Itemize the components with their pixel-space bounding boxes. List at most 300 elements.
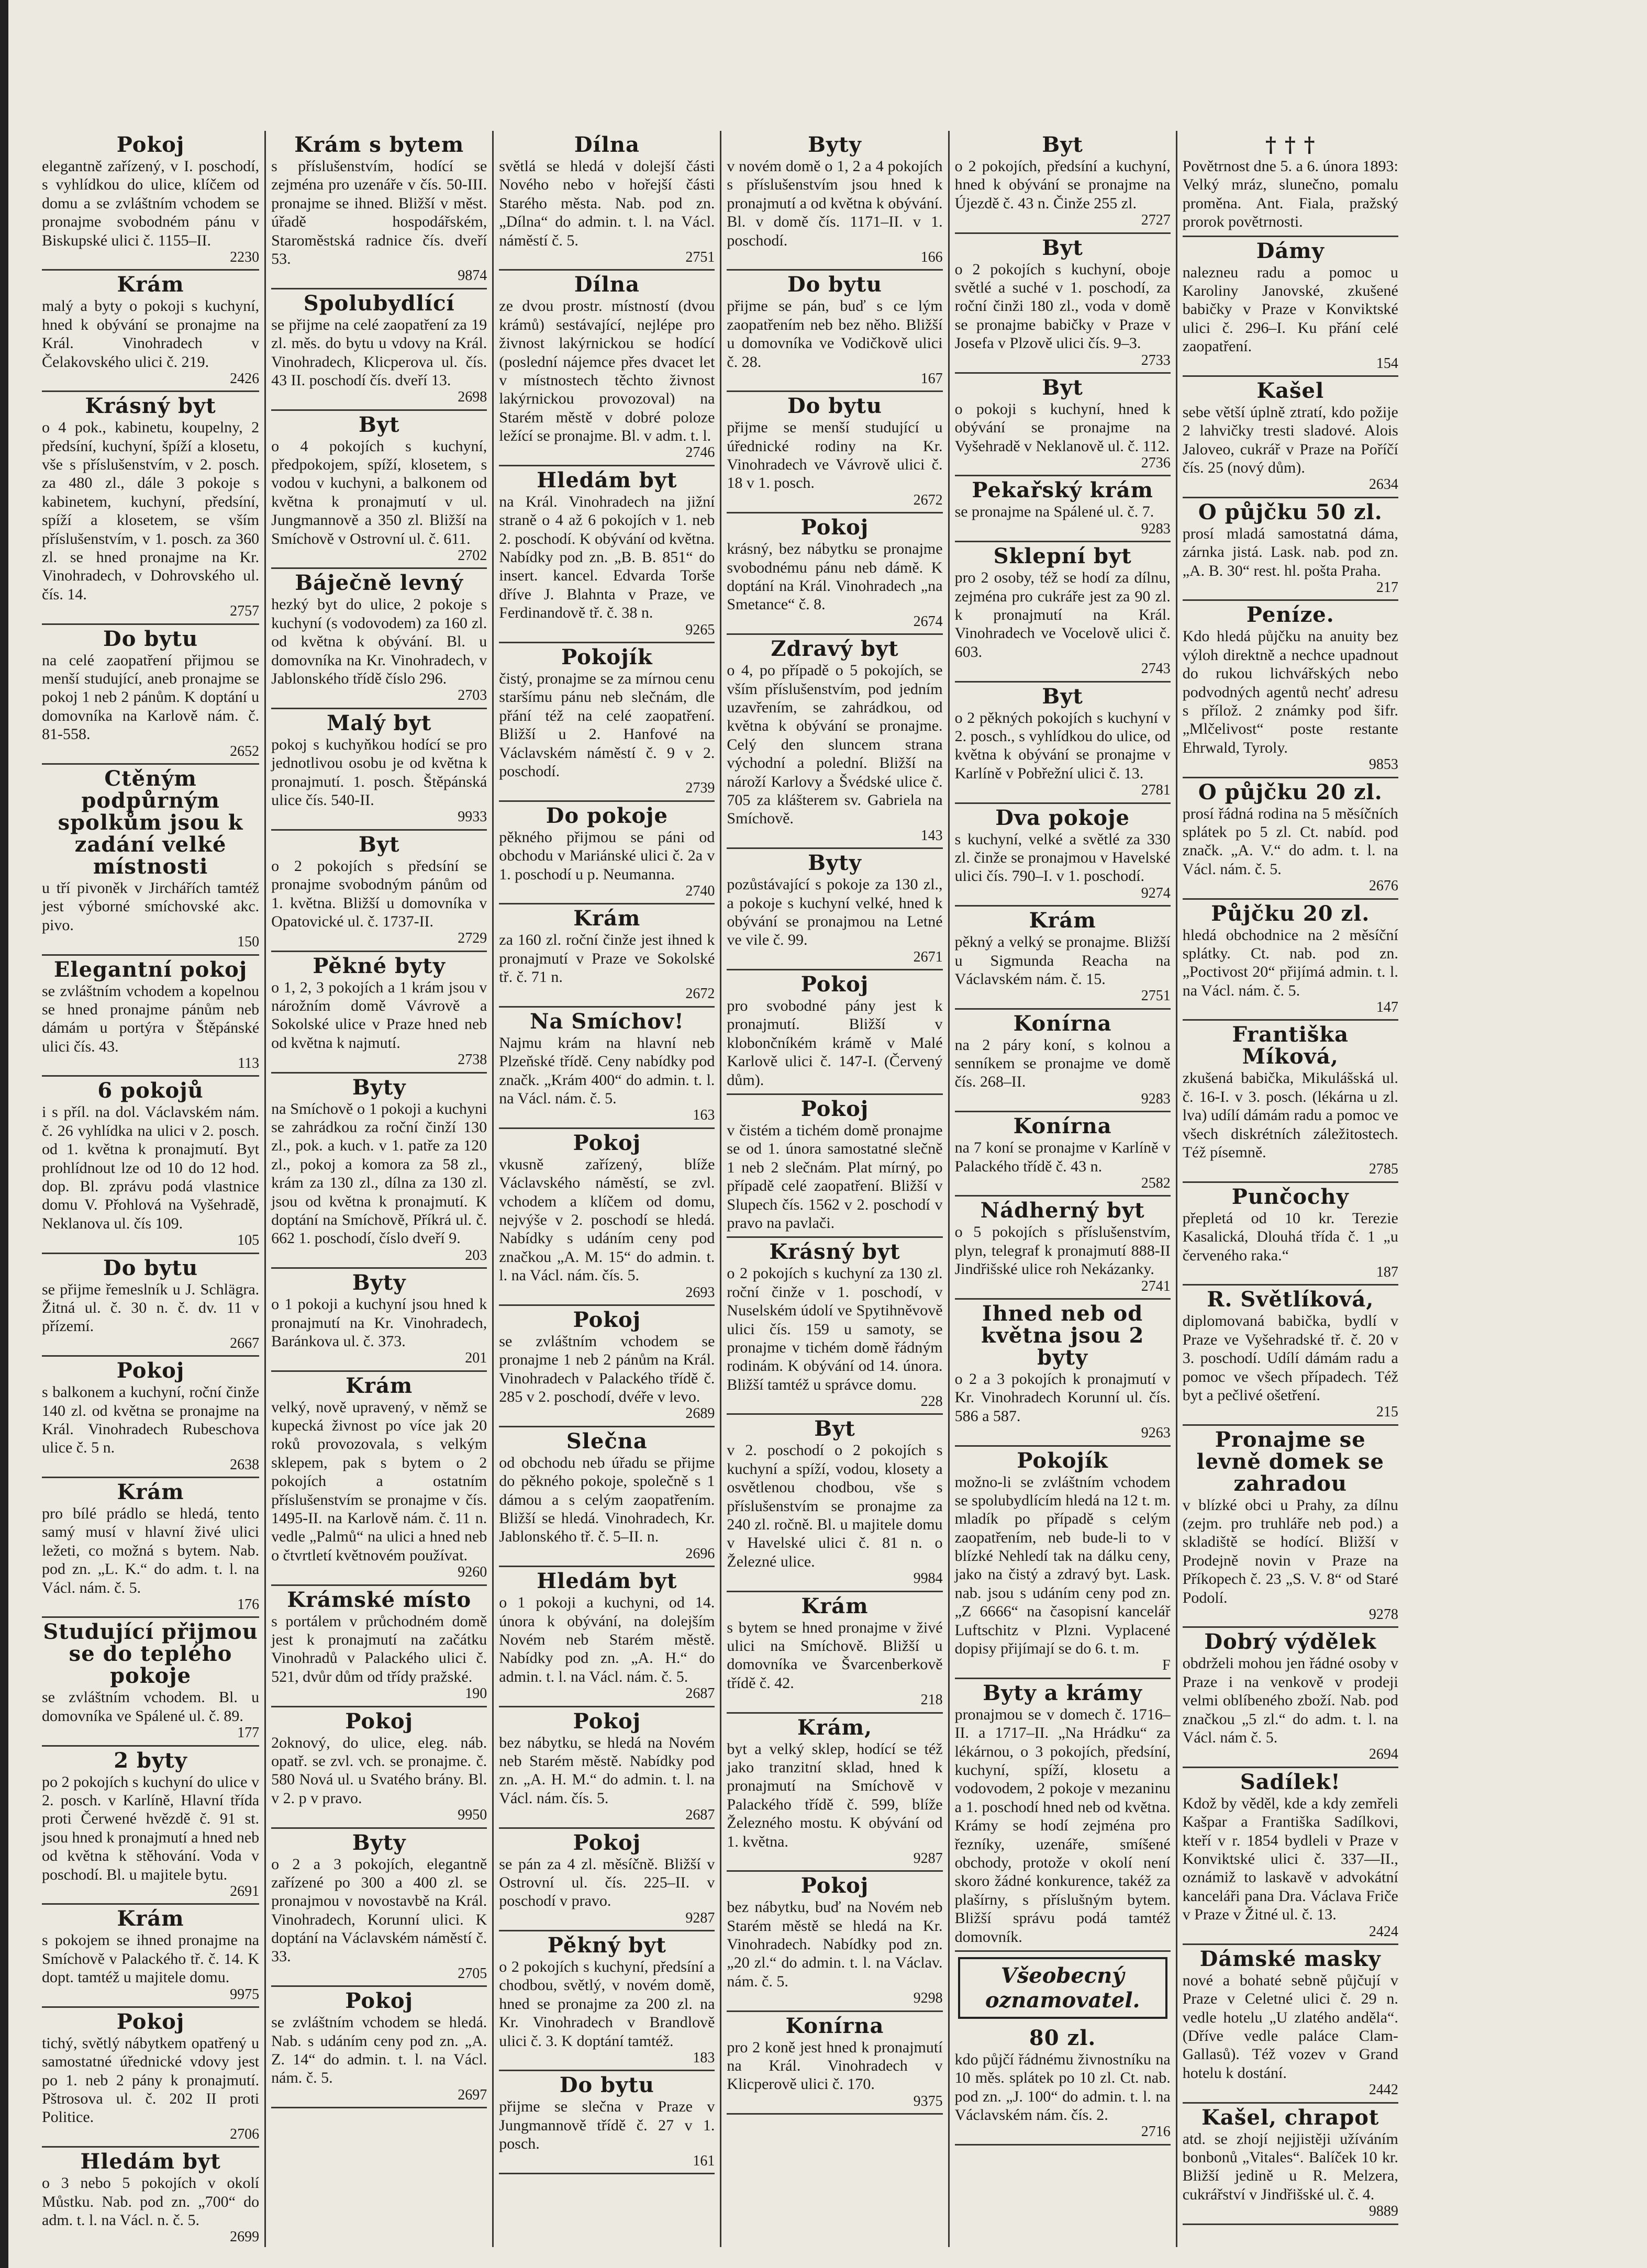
ad-title: Pokoj <box>116 1358 185 1383</box>
ad-text: Kdož by věděl, kde a kdy zemřeli Kašpar a Františka Sadílkovi, kteří v r. 1854 bydleli v Praze v Konviktské ulici č. 337—II., oznámiž to laskavě v advokátní kanceláři pana Dra. Václava Friče v Praze v Žitné ul. č. 13. <box>1182 1794 1398 1924</box>
classified-ad <box>271 131 487 289</box>
classified-ad <box>955 542 1171 682</box>
ad-number: 9950 <box>458 1807 487 1824</box>
classified-ad <box>499 1306 715 1427</box>
ad-title: 6 pokojů <box>97 1078 204 1103</box>
classified-ad <box>42 625 259 765</box>
ad-number: 2424 <box>1368 1923 1398 1940</box>
ad-text: přijme se menší studující u úřednické rodiny na Kr. Vinohradech ve Vávrově ulici č. 18 v 1. posch. <box>727 419 943 492</box>
classified-ad <box>955 374 1171 477</box>
ad-title: Pokoj <box>116 132 185 157</box>
classified-ad <box>1183 1426 1398 1628</box>
classified-ad <box>1183 498 1398 601</box>
classified-ad <box>271 709 487 831</box>
ad-title: † † † <box>1265 132 1316 157</box>
classified-ad <box>727 271 942 392</box>
ad-title: Byty <box>808 851 862 876</box>
classified-ad <box>499 1567 715 1707</box>
ad-text: za 160 zl. roční činže jest ihned k pronajmutí v Praze ve Sokolské tř. č. 71 n. <box>499 931 715 986</box>
ad-number: 2667 <box>230 1335 260 1351</box>
ad-text: malý a byty o pokoji s kuchyní, hned k obývání se pronajme na Král. Vinohradech v Čelakovského ulici č. 219. <box>42 297 260 371</box>
classified-ad <box>955 1300 1171 1447</box>
ad-title: Kašel <box>1256 378 1325 403</box>
ad-title: Kašel, chrapot <box>1201 2105 1379 2130</box>
ad-text: o pokoji s kuchyní, hned k obývání se pronajme na Vyšehradě v Neklanově ul. č. 112. <box>954 400 1171 455</box>
ad-title: Hledám byt <box>80 2149 221 2174</box>
ad-title: Byt <box>1042 375 1083 400</box>
ad-title: Báječně levný <box>295 571 464 596</box>
classified-ad <box>1183 131 1398 237</box>
ad-title: Půjčku 20 zl. <box>1211 901 1370 926</box>
ad-text: u tří pivoněk v Jirchářích tamtéž jest výborné smíchovské akc. pivo. <box>42 879 260 934</box>
ad-number: 2674 <box>913 613 943 630</box>
ad-title: Pokoj <box>116 2009 185 2034</box>
ad-title: O půjčku 50 zl. <box>1198 499 1383 524</box>
ad-text: hledá obchodnice na 2 měsíční splátky. Ct. nab. pod zn. „Poctivost 20“ přijímá admin. t. l. na Václ. nám. č. 5. <box>1182 926 1398 999</box>
ad-text: o 2 pěkných pokojích s kuchyní v 2. posch., s vyhlídkou do ulice, od května k obývání se pronajme v Karlíně v Pobřežní ulici č. 13. <box>954 709 1171 782</box>
classified-ad <box>1183 237 1398 377</box>
ad-text: prosí řádná rodina na 5 měsíčních splátek po 5 zl. Ct. nabíd. pod značk. „A. V.“ do adm. t. l. na Václ. nám. č. 5. <box>1182 805 1398 878</box>
ad-number: 228 <box>920 1393 943 1410</box>
classified-ad <box>42 765 259 956</box>
classified-ad <box>42 1747 259 1905</box>
ad-title: Dobrý výdělek <box>1204 1629 1377 1655</box>
ad-text: na 2 páry koní, s kolnou a senníkem se pronajme ve domě čís. 268–II. <box>954 1036 1171 1091</box>
ad-number: 2693 <box>685 1284 715 1301</box>
classified-ad <box>955 1447 1171 1679</box>
ad-title: Krám <box>1029 908 1096 933</box>
ad-title: Byt <box>358 832 400 857</box>
ad-text: pronajmou se v domech č. 1716–II. a 1717–II. „Na Hrádku“ za lékárnou, o 3 pokojích, předsíní, kuchyní, spíží, klosetu a vodovodem, 2 pokoje v mezaninu a 1. poschodí hned neb od května. Krámy se hodí zejména pro řezníky, uzenáře, smíšené obchody, protože v okolí není skoro žádné konkurence, takéž za plašírny, s příslušným bytem. Bližší správu podá tamtéž domovník. <box>954 1705 1171 1946</box>
ad-number: 163 <box>693 1107 715 1124</box>
ad-title: Pokoj <box>800 972 869 997</box>
classified-ad <box>271 1372 487 1586</box>
classified-ad <box>955 476 1171 542</box>
ad-number: 2751 <box>1141 988 1171 1004</box>
ad-text: se přijme na celé zaopatření za 19 zl. měs. do bytu u vdovy na Král. Vinohradech, Klicperova ul. čís. 43 II. poschodí čís. dveří 13. <box>271 316 487 389</box>
ad-title: 2 byty <box>114 1748 187 1773</box>
classified-ad <box>271 411 487 569</box>
classified-ad <box>727 1872 942 2012</box>
classified-ad <box>1183 1945 1398 2104</box>
ad-title: Pekařský krám <box>972 478 1153 503</box>
ad-title: 80 zl. <box>1029 2025 1096 2050</box>
classified-ad <box>42 1905 259 2008</box>
classified-ad <box>42 956 259 1077</box>
ad-title: Byty <box>352 1830 406 1855</box>
ad-number: 2689 <box>685 1405 715 1422</box>
classified-ad <box>271 1829 487 1987</box>
classified-ad <box>1183 778 1398 900</box>
ad-text: se zvláštním vchodem a kopelnou se hned pronajme pánům neb dámám u portýra v Štěpánské ulici čís. 43. <box>42 982 260 1055</box>
classified-ad <box>955 683 1171 804</box>
classified-ad <box>955 1112 1171 1197</box>
ad-title: Krám <box>117 272 184 297</box>
ad-title: Byt <box>358 412 400 437</box>
ad-title: Byt <box>1042 132 1083 157</box>
ad-text: přepletá od 10 kr. Terezie Kasalická, Dlouhá třída č. 1 „u červeného raka.“ <box>1182 1209 1398 1264</box>
ad-text: světlá se hledá v dolejší části Nového nebo v hořejší části Starého města. Nab. pod zn. „Dílna“ do admin. t. l. na Václ. náměstí č. 5. <box>499 158 715 249</box>
classified-ad <box>727 970 942 1095</box>
ad-number: 9375 <box>913 2093 943 2109</box>
ad-text: na 7 koní se pronajme v Karlíně v Palackého třídě č. 43 n. <box>954 1139 1171 1175</box>
ad-number: 2230 <box>230 249 260 265</box>
ad-text: o 5 pokojích s příslušenstvím, plyn, telegraf k pronajmutí 888-II Jindřišské ulice roh Nekázanky. <box>954 1223 1171 1278</box>
ad-title: Spolubydlící <box>303 291 455 316</box>
ad-number: F <box>1162 1657 1171 1674</box>
ad-text: o 3 nebo 5 pokojích v okolí Můstku. Nab. pod zn. „700“ do adm. t. l. na Václ. n. č. 5. <box>42 2174 260 2229</box>
ad-number: 9278 <box>1368 1606 1398 1623</box>
ad-number: 2638 <box>230 1456 260 1473</box>
ad-text: přijme se slečna v Praze v Jungmannově třídě č. 27 v 1. posch. <box>499 2098 715 2153</box>
ad-number: 2746 <box>685 444 715 461</box>
ad-text: prosí mladá samostatná dáma, zárnka jistá. Lask. nab. pod zn. „A. B. 30“ rest. hl. pošta Praha. <box>1182 524 1398 579</box>
classified-ad <box>271 952 487 1074</box>
classified-ad <box>499 1829 715 1932</box>
ad-number: 2442 <box>1368 2082 1398 2098</box>
ad-title: Krásný byt <box>85 394 216 419</box>
ad-number: 2739 <box>685 780 715 797</box>
ad-number: 2687 <box>685 1685 715 1702</box>
ad-title: Do bytu <box>787 272 883 297</box>
classified-ad <box>727 1415 942 1592</box>
ad-number: 2727 <box>1141 212 1171 229</box>
ad-text: se zvláštním vchodem se pronajme 1 neb 2 pánům na Král. Vinohradech v Palackého třídě č. 285 v 2. poschodí, dvéře v levo. <box>499 1332 715 1406</box>
ad-title: Peníze. <box>1246 602 1334 628</box>
ad-number: 9287 <box>685 1909 715 1926</box>
ad-text: na Smíchově o 1 pokoji a kuchyni se zahrádkou za roční činží 130 zl., pok. a kuch. v 1. patře za 120 zl., pokoj a komora za 58 zl., krám za 130 zl., dílna za 130 zl. jsou od května k pronajmutí. K doptání na Smíchově, Příkrá ul. č. 662 1. poschodí, číslo dveří 9. <box>271 1100 487 1247</box>
ad-title: Do bytu <box>103 1255 198 1280</box>
ad-number: 9933 <box>458 809 487 825</box>
classified-ad <box>499 802 715 905</box>
ad-number: 2733 <box>1141 352 1171 368</box>
ad-number: 2672 <box>913 491 943 508</box>
ad-number: 9889 <box>1368 2203 1398 2220</box>
ad-text: od obchodu neb úřadu se přijme do pěkného pokoje, společně s 1 dámou a s celým zaopatřením. Bližší se hledá. Vinohradech, Kr. Jablonského tř. č. 5–II. n. <box>499 1454 715 1546</box>
ad-title: Konírna <box>1013 1011 1112 1036</box>
ad-text: se přijme řemeslník u J. Schlägra. Žitná ul. č. 30 n. č. dv. 11 v přízemí. <box>42 1280 260 1335</box>
ad-title: Pokoj <box>800 1097 869 1122</box>
ad-number: 2696 <box>685 1545 715 1562</box>
ad-title: Slečna <box>566 1428 648 1454</box>
ad-text: kdo půjčí řádnému živnostníku na 10 měs. splátek po 10 zl. Ct. nab. pod zn. „J. 100“ do admin. t. l. na Václavském nám. čís. 2. <box>954 2050 1171 2124</box>
column-2 <box>264 131 492 2247</box>
ad-text: hezký byt do ulice, 2 pokoje s kuchyní (s vodovodem) za 160 zl. od května k obývání. Bl. u domovníka na Kr. Vinohradech, v Jablonského třídě číslo 296. <box>271 596 487 687</box>
ad-text: se zvláštním vchodem se hledá. Nab. s udáním ceny pod zn. „A. Z. 14“ do admin. t. l. na Václ. nám. č. 5. <box>271 2014 487 2087</box>
classified-ad <box>955 131 1171 234</box>
ad-number: 9260 <box>458 1564 487 1581</box>
ad-title: Hledám byt <box>537 467 677 493</box>
ad-text: s balkonem a kuchyní, roční činže 140 zl. od května se pronajme na Král. Vinohradech Rubeschova ulice č. 5 n. <box>42 1383 260 1457</box>
classified-ad <box>727 1238 942 1415</box>
ad-number: 218 <box>920 1692 943 1708</box>
classified-ad <box>271 1707 487 1829</box>
classified-ad <box>727 513 942 635</box>
ad-text: o 1 pokoji a kuchyní jsou hned k pronajmutí na Kr. Vinohradech, Baránkova ul. č. 373. <box>271 1295 487 1350</box>
ad-text: na Král. Vinohradech na jižní straně o 4 až 6 pokojích v 1. neb 2. poschodí. K obývání od května. Nabídky pod zn. „B. B. 851“ do insert. kancel. Edvarda Torše dříve J. Blahnta v Praze, ve Ferdinandově tř. č. 38 n. <box>499 493 715 622</box>
ad-number: 2757 <box>230 603 260 620</box>
classified-ad <box>727 635 942 849</box>
ad-number: 2634 <box>1368 476 1398 493</box>
ad-title: Dámské masky <box>1199 1946 1381 1971</box>
ad-text: v čistém a tichém domě pronajme se od 1. února samostatné slečně 1 neb 2 slečnám. Plat mírný, po případě celé zaopatření. Bližší v Slupech čís. 1562 v 2. poschodí v pravo na pavlači. <box>727 1122 943 1232</box>
classified-ad <box>499 466 715 643</box>
classified-ad <box>955 1197 1171 1300</box>
classified-ad <box>271 289 487 411</box>
classified-ad <box>1183 377 1398 498</box>
ad-number: 2706 <box>230 2126 260 2142</box>
ad-text: se pán za 4 zl. měsíčně. Bližší v Ostrovní ul. čís. 225–II. v poschodí v pravo. <box>499 1855 715 1910</box>
ad-text: tichý, světlý nábytkem opatřený u samostatné úřednické vdovy jest po 1. neb 2 pány k pronajmutí. Pštrosova ul. č. 202 II proti Politice. <box>42 2034 260 2126</box>
ad-text: s kuchyní, velké a světlé za 330 zl. činže se pronajmou v Havelské ulici čís. 790–I. v 1. poschodí. <box>954 830 1171 885</box>
classified-ad <box>271 1074 487 1269</box>
ad-text: bez nábytku, buď na Novém neb Starém městě se hledá na Kr. Vinohradech. Nabídky pod zn. „20 zl.“ do admin. t. l. na Václav. nám. č. 5. <box>727 1898 943 1990</box>
ad-number: 203 <box>465 1247 487 1264</box>
ad-title: Ctěným podpůrným spolkům jsou k zadání velké místnosti <box>58 766 243 879</box>
ad-number: 2687 <box>685 1807 715 1824</box>
ad-title: Byty <box>352 1075 406 1100</box>
ad-number: 9298 <box>913 1990 943 2007</box>
classified-ad <box>727 392 942 513</box>
ad-number: 9274 <box>1141 885 1171 901</box>
classified-ad <box>499 904 715 1008</box>
classified-ad <box>1183 1628 1398 1768</box>
ad-number: 190 <box>465 1685 487 1702</box>
ad-title: Dva pokoje <box>995 805 1130 830</box>
classified-ad <box>1183 2104 1398 2225</box>
ad-number: 150 <box>237 934 260 951</box>
ad-text: i s příl. na dol. Václavském nám. č. 26 vyhlídka na ulici v 2. posch. od 1. května k pronajmutí. Byt prohlídnout lze od 10 do 12 hod. dop. Bl. zprávu podá vlastnice domu V. Přohlová na Vyšehradě, Neklanova ul. čís 109. <box>42 1103 260 1232</box>
classified-ad <box>499 643 715 802</box>
ad-title: Dílna <box>574 132 640 157</box>
ad-title: Dámy <box>1256 238 1325 263</box>
ad-number: 2426 <box>230 370 260 387</box>
ad-text: čistý, pronajme se za mírnou cenu staršímu pánu neb slečnám, dle přání též na celé zaopatření. Bližší u 2. Hanfové na Václavském náměstí č. 9 v 2. poschodí. <box>499 669 715 780</box>
classified-ad <box>499 2071 715 2174</box>
ad-number: 2741 <box>1141 1278 1171 1294</box>
ad-number: 2736 <box>1141 455 1171 472</box>
ad-text: pokoj s kuchyňkou hodící se pro jednotlivou osobu je od května k pronajmutí. 1. posch. Štěpánská ulice čís. 540-II. <box>271 735 487 809</box>
classified-ad <box>955 1679 1171 1952</box>
ad-title: R. Světlíková, <box>1207 1287 1374 1312</box>
classified-ad <box>1183 1768 1398 1945</box>
ad-number: 2676 <box>1368 878 1398 895</box>
ad-number: 2705 <box>458 1965 487 1982</box>
ad-title: Pokoj <box>573 1708 641 1734</box>
ad-text: elegantně zařízený, v I. poschodí, s vyhlídkou do ulice, klíčem od domu a se zvláštním vchodem se pronajme svobodném pánu v Biskupské ulici č. 1155–II. <box>42 158 260 249</box>
ad-number: 2694 <box>1368 1746 1398 1763</box>
classified-ad <box>1183 900 1398 1021</box>
ad-text: Kdo hledá půjčku na anuity bez výloh direktně a nechce upadnout do rukou lichvářských nebo podvodných agentů nechť adresu s přílož. 2 známky pod šifr. „Mlčelivost“ poste restante Ehrwald, Tyroly. <box>1182 628 1398 756</box>
classified-ad <box>42 392 259 624</box>
ad-title: Byty <box>352 1270 406 1295</box>
ad-title: Krám <box>117 1906 184 1931</box>
classified-ad <box>271 1269 487 1372</box>
classified-ad <box>955 234 1171 374</box>
ad-number: 166 <box>920 249 943 265</box>
ad-title: Sklepní byt <box>993 544 1132 569</box>
ad-text: v 2. poschodí o 2 pokojích s kuchyní a spíží, vodou, klosety a osvětlenou chodbou, vše s příslušenstvím se pronajme za 240 zl. ročně. Bl. u majitele domu v Havelské ulici č. 81 n. o Železné ulice. <box>727 1442 943 1570</box>
ad-text: po 2 pokojích s kuchyní do ulice v 2. posch. v Karlíně, Hlavní třída proti Čerwené hvězdě č. 91 st. jsou hned k pronajmutí a hned neb od května k stěhování. Voda v poschodí. Bl. u majitele bytu. <box>42 1773 260 1883</box>
classified-ad <box>42 1254 259 1357</box>
ad-number: 9265 <box>685 621 715 638</box>
ad-title: Pronajme se levně domek se zahradou <box>1196 1427 1384 1496</box>
ad-text: se pronajme na Spálené ul. č. 7. <box>954 503 1154 521</box>
column-6 <box>1176 131 1404 2247</box>
classified-ad <box>42 1478 259 1618</box>
classified-ad <box>1183 1286 1398 1425</box>
ad-title: Krám s bytem <box>294 132 464 157</box>
section-heading-box: Všeobecný oznamovatel. <box>958 1957 1167 2019</box>
ad-text: v novém domě o 1, 2 a 4 pokojích s příslušenstvím jsou hned k pronajmutí a od května k obývání. Bl. v domě čís. 1171–II. v 1. poschodí. <box>727 158 943 249</box>
ad-text: o 4 pokojích s kuchyní, předpokojem, spíží, klosetem, s vodou v kuchyni, a balkonem od května k pronajmutí v ul. Jungmannově a 350 zl. Bližší na Smíchově v Ostrovní ul. č. 611. <box>271 437 487 548</box>
ad-number: 9263 <box>1141 1425 1171 1442</box>
ad-title: Pokoj <box>573 1130 641 1155</box>
ad-title: Pokoj <box>345 1988 413 2014</box>
classified-ad <box>42 131 259 271</box>
ad-text: o 1, 2, 3 pokojích a 1 krám jsou v nárožním domě Vávrově a Sokolské ulice v Praze hned neb od května k najmutí. <box>271 978 487 1052</box>
ad-text: o 2 pokojích s předsíní se pronajme svobodným pánům od 1. května. Bližší u domovníka v Opatovické ul. č. 1737-II. <box>271 857 487 930</box>
ad-title: Elegantní pokoj <box>53 957 248 982</box>
classified-ad <box>955 1010 1171 1113</box>
classified-ad <box>955 2024 1171 2146</box>
ad-number: 2781 <box>1141 782 1171 799</box>
ad-text: o 2 pokojích s kuchyní, předsíní a chodbou, světlý, v novém domě, hned se pronajme za 200 zl. na Kr. Vinohradech v Brandlově ulici č. 3. K doptání tamtéž. <box>499 1958 715 2050</box>
ad-title: Krám, <box>797 1715 872 1740</box>
ad-title: Byty a krámy <box>983 1680 1143 1705</box>
ad-title: Byt <box>814 1416 855 1442</box>
ad-text: pro 2 koně jest hned k pronajmutí na Král. Vinohradech v Klicperově ulici č. 170. <box>727 2038 943 2093</box>
ad-title: Krámské místo <box>287 1587 472 1612</box>
column-1 <box>37 131 264 2247</box>
ad-text: 2oknový, do ulice, eleg. náb. opatř. se zvl. vch. se pronajme. č. 580 Nová ul. u Svatého brány. Bl. v 2. p v pravo. <box>271 1734 487 1807</box>
classified-ad <box>727 849 942 970</box>
ad-title: Pokojík <box>561 644 653 669</box>
ad-text: atd. se zhojí nejjistěji užíváním bonbonů „Vitales“. Balíček 10 kr. Bližší jedině u R. Melzera, cukrářství v Jindřišské ul. č. 4. <box>1182 2130 1398 2203</box>
ad-text: pro bílé prádlo se hledá, tento samý musí v hlavní živé ulici ležeti, co možná s bytem. Nab. pod zn. „L. K.“ do adm. t. l. na Václ. nám. č. 5. <box>42 1505 260 1596</box>
ad-text: obdrželi mohou jen řádné osoby v Praze i na venkově v prodeji velmi oblíbeného zboží. Nab. pod značkou „5 zl.“ do adm. t. l. na Václ. nám č. 5. <box>1182 1655 1398 1746</box>
classified-ad <box>727 1714 942 1872</box>
ad-title: Byt <box>1042 235 1083 260</box>
ad-title: Do bytu <box>103 626 198 651</box>
ad-title: Do bytu <box>559 2073 654 2098</box>
ad-title: Krám <box>573 906 641 931</box>
ad-title: Pokoj <box>800 515 869 540</box>
classified-ad <box>42 1077 259 1254</box>
ad-text: nové a bohaté sebně půjčují v Praze v Celetné ulici č. 29 n. vedle hotelu „U zlatého anděla“. (Dříve vedle paláce Clam-Gallasů). Též vozev v Grand hotelu k dostání. <box>1182 1971 1398 2082</box>
ad-title: Zdravý byt <box>771 636 899 662</box>
ad-number: 9984 <box>913 1570 943 1587</box>
classified-ad <box>271 1987 487 2108</box>
classified-ad <box>499 1931 715 2071</box>
ad-number: 161 <box>693 2152 715 2169</box>
ad-text: s pokojem se ihned pronajme na Smíchově v Palackého tř. č. 14. K dopt. tamtéž u majitele domu. <box>42 1931 260 1986</box>
classified-ad <box>727 1095 942 1238</box>
ad-title: Pokoj <box>573 1307 641 1332</box>
classified-ad <box>42 2148 259 2247</box>
ad-number: 183 <box>693 2050 715 2066</box>
ad-text: vkusně zařízený, blíže Václavského náměstí, se zvl. vchodem a klíčem od domu, nejvýše v 2. poschodí se hledá. Nabídky s udáním ceny pod značkou „A. M. 15“ do admin. t. l. na Václ. nám. čís. 5. <box>499 1155 715 1284</box>
ad-text: o 2 a 3 pokojích, elegantně zařízené po 300 a 400 zl. se pronajmou v novostavbě na Král. Vinohradech, Korunní ulici. K doptání na Václavském náměstí č. 33. <box>271 1855 487 1965</box>
classified-ad <box>955 907 1171 1010</box>
classified-ad <box>1183 1183 1398 1286</box>
ad-number: 2738 <box>458 1052 487 1068</box>
ad-text: o 2 a 3 pokojích k pronajmutí v Kr. Vinohradech Korunní ul. čís. 586 a 587. <box>954 1370 1171 1425</box>
ad-number: 2785 <box>1368 1161 1398 1178</box>
ad-title: Konírna <box>785 2013 884 2038</box>
ad-text: o 1 pokoji a kuchyni, od 14. února k obývání, na dolejším Novém neb Starém městě. Nabídky pod zn. „A. H.“ do admin. t. l. na Václ. nám. č. 5. <box>499 1594 715 1685</box>
ad-number: 217 <box>1376 579 1398 596</box>
ad-number: 2740 <box>685 882 715 899</box>
ad-number: 215 <box>1376 1404 1398 1421</box>
ad-title: Do pokoje <box>546 803 668 828</box>
ad-text: v blízké obci u Prahy, za dílnu (zejm. pro truhláře neb pod.) a skladiště se hodící. Bližší v Prodejně novin v Praze na Příkopech č. 23 „S. V. 8“ od Staré Podolí. <box>1182 1496 1398 1606</box>
ad-number: 167 <box>920 370 943 387</box>
ad-number: 9283 <box>1141 520 1171 537</box>
ad-title: Studující přijmou se do teplého pokoje <box>43 1619 258 1689</box>
ad-title: Byty <box>808 132 862 157</box>
ad-number: 2672 <box>685 986 715 1002</box>
ad-text: ze dvou prostr. místností (dvou krámů) sestávající, nejlépe pro živnost lakýrnickou se hodící (poslední nájemce přes dvacet let v místnostech těchto živnost lakýrnickou provozoval) na Starém městě v dobré poloze ležící se pronajme. Bl. v adm. t. l. <box>499 297 715 445</box>
ad-text: s bytem se hned pronajme v živé ulici na Smíchově. Bližší u domovníka ve Švarcenberkově třídě č. 42. <box>727 1618 943 1692</box>
ad-text: s portálem v průchodném domě jest k pronajmutí na začátku Vinohradů v Palackého ulici č. 521, dvůr dům od třídy pražské. <box>271 1612 487 1685</box>
classified-ad <box>271 569 487 709</box>
ad-title: Na Smíchov! <box>529 1009 684 1034</box>
classified-ad <box>727 2012 942 2115</box>
ad-number: 147 <box>1376 999 1398 1016</box>
classified-ad <box>42 271 259 392</box>
ad-title: Konírna <box>1013 1114 1112 1139</box>
ad-number: 2703 <box>458 687 487 704</box>
classified-ad <box>1183 601 1398 778</box>
classified-ad <box>271 1586 487 1707</box>
ad-title: Krám <box>346 1373 413 1398</box>
ad-title: Ihned neb od května jsou 2 byty <box>981 1301 1144 1370</box>
ad-text: pozůstávající s pokoje za 130 zl., a pokoje s kuchyní velké, hned k obývání se pronajmou na Letné ve vile č. 99. <box>727 876 943 949</box>
classified-ad <box>955 804 1171 907</box>
ad-columns <box>37 131 1631 2247</box>
ad-text: pěkného přijmou se páni od obchodu v Mariánské ulici č. 2a v 1. poschodí u p. Neumanna. <box>499 828 715 883</box>
ad-title: Pokojík <box>1017 1448 1108 1473</box>
ad-text: pro 2 osoby, též se hodí za dílnu, zejména pro cukráře jest za 90 zl. k pronajmutí na Král. Vinohradech ve Vocelově ulici č. 603. <box>954 569 1171 661</box>
ad-number: 2699 <box>230 2229 260 2245</box>
ad-text: Najmu krám na hlavní neb Plzeňské třídě. Ceny nabídky pod značk. „Krám 400“ do admin. t. l. na Václ. nám. č. 5. <box>499 1034 715 1108</box>
classified-ad <box>499 1707 715 1829</box>
ad-number: 176 <box>237 1596 260 1613</box>
ad-number: 2716 <box>1141 2124 1171 2140</box>
ad-number: 9874 <box>458 267 487 284</box>
ad-text: o 2 pokojích, předsíní a kuchyní, hned k obývání se pronajme na Újezdě č. 43 n. Činže 255 zl. <box>954 158 1171 212</box>
ad-text: na celé zaopatření přijmou se menší studující, aneb pronajme se pokoj 1 neb 2 pánům. K doptání u domovníka na Karlově nám. č. 81-558. <box>42 651 260 743</box>
ad-text: bez nábytku, se hledá na Novém neb Starém městě. Nabídky pod zn. „A. H. M.“ do admin. t. l. na Václ. nám. čís. 5. <box>499 1734 715 1807</box>
ad-title: Do bytu <box>787 394 883 419</box>
ad-text: s příslušenstvím, hodící se zejména pro uzenáře v čís. 50-III. pronajme se ihned. Bližší v měst. úřadě hospodářském, Staroměstská radnice čís. dveří 53. <box>271 158 487 267</box>
ad-text: diplomovaná babička, bydlí v Praze ve Vyšehradské tř. č. 20 v 3. poschodí. Udílí dámám radu a pomoc ve všech případech. Též byt a pečlivé ošetření. <box>1182 1312 1398 1404</box>
ad-number: 2671 <box>913 948 943 965</box>
ad-title: Krám <box>801 1593 869 1618</box>
classified-ad <box>42 1357 259 1478</box>
ad-number: 9853 <box>1368 756 1398 773</box>
ad-number: 2652 <box>230 743 260 759</box>
ad-text: o 4 pok., kabinetu, koupelny, 2 předsíní, kuchyní, špíží a klosetu, vše s příslušenstvím, v 2. posch. za 480 zl., dále 3 pokoje s kabinetem, kuchyní, předsíní, spíží a klosetem, se vším příslušenstvím, v 1. posch. za 360 zl. se hned pronajme na Kr. Vinohradech, v Dohrovského ul. čís. 14. <box>42 419 260 603</box>
ad-number: 9287 <box>913 1850 943 1867</box>
ad-text: nalezneu radu a pomoc u Karoliny Janovské, zkušené babičky v Praze v Konviktské ulici č. 296–I. Ku přání celé zaopatření. <box>1182 263 1398 355</box>
ad-text: pro svobodné pány jest k pronajmutí. Bližší v klobončníkém krámě v Malé Karlově ulici č. 147-I. (Červený dům). <box>727 997 943 1089</box>
classified-ad <box>499 1008 715 1129</box>
ad-text: o 2 pokojích s kuchyní, oboje světlé a suché v 1. poschodí, za roční činži 180 zl., voda v domě se pronajme babičky v Praze v Josefa v Plzově ulici čís. 9–3. <box>954 260 1171 352</box>
ad-title: Punčochy <box>1231 1184 1349 1209</box>
ad-number: 187 <box>1376 1264 1398 1280</box>
